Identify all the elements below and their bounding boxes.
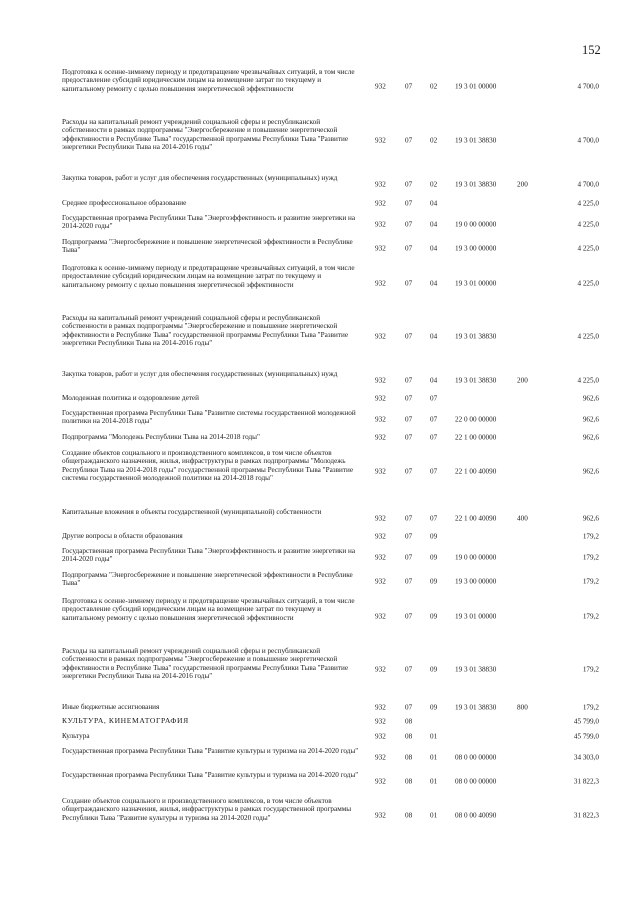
amount: 4 700,0	[577, 82, 599, 91]
target-article-code: 19 0 00 00000	[455, 220, 497, 229]
section-code: 07	[405, 577, 413, 586]
section-code: 07	[405, 376, 413, 385]
target-article-code: 19 3 01 38830	[455, 136, 497, 145]
admin-code: 932	[375, 136, 386, 145]
subsection-code: 09	[430, 703, 438, 712]
admin-code: 932	[375, 811, 386, 820]
amount: 4 225,0	[577, 279, 599, 288]
table-row	[0, 703, 640, 713]
amount: 179,2	[582, 665, 599, 674]
section-code: 08	[405, 777, 413, 786]
table-row	[0, 647, 640, 693]
amount: 45 799,0	[573, 717, 599, 726]
section-code: 07	[405, 82, 413, 91]
admin-code: 932	[375, 467, 386, 476]
row-name: Подготовка к осенне-зимнему периоду и предотвращение чрезвычайных ситуаций, в том числе предоставление субсидий юридическим лицам на возмещение затрат по текущему и капитальному ремонту с целью повышения энергетической эффективности	[62, 68, 355, 93]
table-row	[0, 214, 640, 236]
amount: 179,2	[582, 553, 599, 562]
subsection-code: 09	[430, 665, 438, 674]
admin-code: 932	[375, 703, 386, 712]
admin-code: 932	[375, 415, 386, 424]
amount: 4 225,0	[577, 376, 599, 385]
section-code: 07	[405, 220, 413, 229]
target-article-code: 19 3 01 38830	[455, 332, 497, 341]
table-row	[0, 797, 640, 835]
amount: 179,2	[582, 532, 599, 541]
section-code: 08	[405, 811, 413, 820]
expense-type-code: 200	[517, 180, 528, 189]
admin-code: 932	[375, 82, 386, 91]
table-row	[0, 314, 640, 360]
target-article-code: 19 3 00 00000	[455, 244, 497, 253]
table-row	[0, 449, 640, 495]
row-name: Иные бюджетные ассигнования	[62, 703, 160, 711]
section-code: 07	[405, 665, 413, 674]
amount: 179,2	[582, 577, 599, 586]
amount: 179,2	[582, 703, 599, 712]
admin-code: 932	[375, 612, 386, 621]
row-name: Государственная программа Республики Тыва "Развитие культуры и туризма на 2014-2020 годы"	[62, 771, 359, 779]
subsection-code: 01	[430, 811, 438, 820]
section-code: 07	[405, 532, 413, 541]
target-article-code: 22 1 00 00000	[455, 433, 497, 442]
row-name: Молодежная политика и оздоровление детей	[62, 394, 199, 402]
subsection-code: 07	[430, 415, 438, 424]
section-code: 07	[405, 136, 413, 145]
admin-code: 932	[375, 244, 386, 253]
admin-code: 932	[375, 777, 386, 786]
admin-code: 932	[375, 532, 386, 541]
section-code: 07	[405, 433, 413, 442]
section-code: 07	[405, 199, 413, 208]
table-row	[0, 532, 640, 542]
amount: 4 225,0	[577, 244, 599, 253]
expense-type-code: 800	[517, 703, 528, 712]
subsection-code: 01	[430, 753, 438, 762]
section-code: 07	[405, 279, 413, 288]
table-row	[0, 508, 640, 530]
row-name: Подготовка к осенне-зимнему периоду и предотвращение чрезвычайных ситуаций, в том числе предоставление субсидий юридическим лицам на возмещение затрат по текущему и капитальному ремонту с целью повышения энергетической эффективности	[62, 264, 355, 289]
amount: 34 303,0	[573, 753, 599, 762]
subsection-code: 01	[430, 777, 438, 786]
target-article-code: 08 0 00 00000	[455, 777, 497, 786]
target-article-code: 19 3 01 38830	[455, 665, 497, 674]
section-code: 07	[405, 244, 413, 253]
section-code: 07	[405, 394, 413, 403]
amount: 962,6	[582, 467, 599, 476]
table-row	[0, 717, 640, 727]
amount: 962,6	[582, 415, 599, 424]
target-article-code: 19 0 00 00000	[455, 553, 497, 562]
admin-code: 932	[375, 394, 386, 403]
subsection-code: 02	[430, 180, 438, 189]
subsection-code: 07	[430, 394, 438, 403]
table-row	[0, 199, 640, 209]
section-code: 07	[405, 467, 413, 476]
subsection-code: 04	[430, 376, 438, 385]
table-row	[0, 732, 640, 742]
admin-code: 932	[375, 376, 386, 385]
row-name: Среднее профессиональное образование	[62, 199, 187, 207]
row-name: Создание объектов социального и производственного комплексов, в том числе объектов общегражданского назначения, жилья, инфраструктуры в рамках государственной программы Республики Тыва "Развитие культуры и туризма на 2014-2020 годы"	[62, 797, 352, 822]
subsection-code: 04	[430, 220, 438, 229]
amount: 45 799,0	[573, 732, 599, 741]
subsection-code: 09	[430, 553, 438, 562]
admin-code: 932	[375, 199, 386, 208]
row-name: Государственная программа Республики Тыва "Развитие культуры и туризма на 2014-2020 годы"	[62, 747, 359, 755]
amount: 179,2	[582, 612, 599, 621]
amount: 962,6	[582, 394, 599, 403]
section-code: 08	[405, 717, 413, 726]
target-article-code: 22 1 00 40090	[455, 514, 497, 523]
admin-code: 932	[375, 665, 386, 674]
target-article-code: 08 0 00 40090	[455, 811, 497, 820]
table-row	[0, 370, 640, 392]
subsection-code: 04	[430, 199, 438, 208]
section-code: 07	[405, 553, 413, 562]
section-code: 07	[405, 332, 413, 341]
table-row	[0, 264, 640, 304]
row-name: Государственная программа Республики Тыва "Энергоэффективность и развитие энергетики на 2014-2020 годы"	[62, 214, 356, 231]
table-row	[0, 433, 640, 443]
amount: 962,6	[582, 514, 599, 523]
section-code: 07	[405, 703, 413, 712]
admin-code: 932	[375, 732, 386, 741]
target-article-code: 19 3 01 00000	[455, 612, 497, 621]
row-name: Другие вопросы в области образования	[62, 532, 183, 540]
subsection-code: 07	[430, 467, 438, 476]
target-article-code: 19 3 01 38830	[455, 703, 497, 712]
page-number: 152	[582, 43, 601, 57]
target-article-code: 19 3 01 38830	[455, 180, 497, 189]
row-name: Расходы на капитальный ремонт учреждений социальной сферы и республиканской собственности в рамках подпрограммы "Энергосбережение и повышение энергетической эффективности в Республике Тыва" государственной программы Республики Тыва "Развитие энергетики Республики Тыва на 2014-2016 годы"	[62, 647, 349, 681]
subsection-code: 01	[430, 732, 438, 741]
subsection-code: 09	[430, 577, 438, 586]
table-row	[0, 394, 640, 404]
subsection-code: 04	[430, 244, 438, 253]
admin-code: 932	[375, 180, 386, 189]
target-article-code: 08 0 00 00000	[455, 753, 497, 762]
target-article-code: 19 3 01 38830	[455, 376, 497, 385]
amount: 31 822,3	[573, 811, 599, 820]
amount: 962,6	[582, 433, 599, 442]
amount: 4 225,0	[577, 332, 599, 341]
subsection-code: 07	[430, 433, 438, 442]
target-article-code: 19 3 01 00000	[455, 279, 497, 288]
subsection-code: 07	[430, 514, 438, 523]
admin-code: 932	[375, 553, 386, 562]
row-name: Расходы на капитальный ремонт учреждений социальной сферы и республиканской собственности в рамках подпрограммы "Энергосбережение и повышение энергетической эффективности в Республике Тыва" государственной программы Республики Тыва "Развитие энергетики Республики Тыва на 2014-2016 годы"	[62, 314, 349, 348]
section-code: 07	[405, 612, 413, 621]
amount: 31 822,3	[573, 777, 599, 786]
section-code: 08	[405, 732, 413, 741]
row-name: Подготовка к осенне-зимнему периоду и предотвращение чрезвычайных ситуаций, в том числе предоставление субсидий юридическим лицам на возмещение затрат по текущему и капитальному ремонту с целью повышения энергетической эффективности	[62, 597, 355, 622]
amount: 4 700,0	[577, 180, 599, 189]
subsection-code: 04	[430, 279, 438, 288]
admin-code: 932	[375, 220, 386, 229]
section-code: 07	[405, 180, 413, 189]
table-row	[0, 571, 640, 593]
section-code: 07	[405, 514, 413, 523]
subsection-code: 02	[430, 136, 438, 145]
expense-type-code: 400	[517, 514, 528, 523]
amount: 4 700,0	[577, 136, 599, 145]
row-name: Подпрограмма "Молодежь Республики Тыва на 2014-2018 годы"	[62, 433, 260, 441]
section-code: 07	[405, 415, 413, 424]
table-row	[0, 409, 640, 431]
admin-code: 932	[375, 514, 386, 523]
table-row	[0, 238, 640, 260]
target-article-code: 22 1 00 40090	[455, 467, 497, 476]
row-name: Закупка товаров, работ и услуг для обеспечения государственных (муниципальных) нужд	[62, 370, 338, 378]
table-row	[0, 597, 640, 637]
table-row	[0, 68, 640, 106]
amount: 4 225,0	[577, 199, 599, 208]
section-code: 08	[405, 753, 413, 762]
row-name: Закупка товаров, работ и услуг для обеспечения государственных (муниципальных) нужд	[62, 174, 338, 182]
target-article-code: 19 3 00 00000	[455, 577, 497, 586]
admin-code: 932	[375, 577, 386, 586]
subsection-code: 09	[430, 612, 438, 621]
subsection-code: 09	[430, 532, 438, 541]
expense-type-code: 200	[517, 376, 528, 385]
row-name: Создание объектов социального и производственного комплексов, в том числе объектов общегражданского назначения, жилья, инфраструктуры в рамках подпрограммы "Молодежь Республики Тыва на 2014-2018 годы" государственной программы Республики Тыва "Развитие системы государственной молодежной политики на 2014-2018 годы"	[62, 449, 354, 483]
table-row	[0, 771, 640, 793]
admin-code: 932	[375, 753, 386, 762]
row-name: Культура	[62, 732, 90, 740]
row-name: Подпрограмма "Энергосбережение и повышение энергетической эффективности в Республике Тыва"	[62, 571, 353, 588]
admin-code: 932	[375, 332, 386, 341]
target-article-code: 22 0 00 00000	[455, 415, 497, 424]
table-row	[0, 547, 640, 569]
subsection-code: 04	[430, 332, 438, 341]
subsection-code: 02	[430, 82, 438, 91]
amount: 4 225,0	[577, 220, 599, 229]
admin-code: 932	[375, 279, 386, 288]
table-row	[0, 747, 640, 769]
row-name: Подпрограмма "Энергосбережение и повышение энергетической эффективности в Республике Тыва"	[62, 238, 353, 255]
row-name: Государственная программа Республики Тыва "Энергоэффективность и развитие энергетики на 2014-2020 годы"	[62, 547, 356, 564]
row-name: Капитальные вложения в объекты государственной (муниципальной) собственности	[62, 508, 322, 516]
admin-code: 932	[375, 717, 386, 726]
row-name: КУЛЬТУРА, КИНЕМАТОГРАФИЯ	[62, 716, 189, 725]
row-name: Расходы на капитальный ремонт учреждений социальной сферы и республиканской собственности в рамках подпрограммы "Энергосбережение и повышение энергетической эффективности в Республике Тыва" государственной программы Республики Тыва "Развитие энергетики Республики Тыва на 2014-2016 годы"	[62, 118, 349, 152]
row-name: Государственная программа Республики Тыва "Развитие системы государственной молодежной политики на 2014-2018 годы"	[62, 409, 356, 426]
admin-code: 932	[375, 433, 386, 442]
target-article-code: 19 3 01 00000	[455, 82, 497, 91]
table-row	[0, 174, 640, 196]
table-row	[0, 118, 640, 164]
